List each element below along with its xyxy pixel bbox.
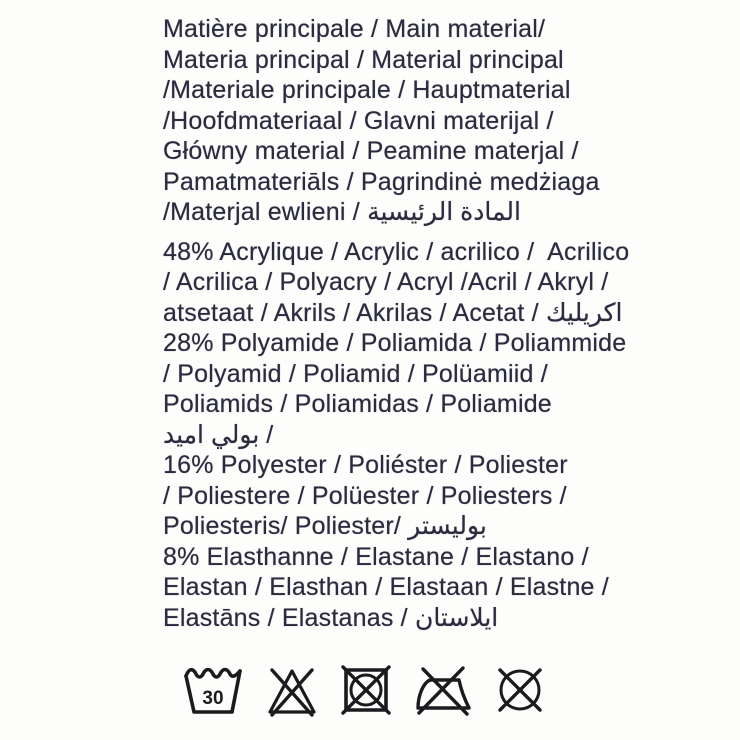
label-text-line-polyester: 16% Polyester / Poliéster / Poliester — [163, 451, 568, 479]
label-text-line: Elastan / Elasthan / Elastaan / Elastne / — [163, 573, 609, 601]
label-text-line: atsetaat / Akrils / Akrilas / Acetat / اكريليك — [163, 298, 623, 327]
label-text-line: /Materjal ewlieni / المادة الرئيسية — [163, 198, 521, 226]
machine-wash-30-icon — [181, 663, 245, 717]
label-text-line: Poliesteris/ Poliester/ بوليستر — [163, 512, 487, 540]
care-symbols-row — [181, 663, 547, 717]
label-text-line-elastane: 8% Elasthanne / Elastane / Elastano / — [163, 542, 589, 571]
do-not-bleach-icon — [266, 663, 318, 717]
label-text-line: بولي اميد / — [163, 420, 274, 449]
label-text-line: Pamatmateriāls / Pagrindinė medżiaga — [163, 167, 600, 196]
label-text-line: Matière principale / Main material/ — [163, 15, 546, 43]
label-text-line-acrylic: 48% Acrylique / Acrylic / acrilico / Acrilico — [163, 237, 630, 266]
label-text-line-polyamide: 28% Polyamide / Poliamida / Poliammide — [163, 329, 627, 357]
label-text-line: / Polyamid / Poliamid / Polüamiid / — [163, 359, 548, 388]
wash-temperature-label: 30 — [202, 688, 224, 709]
label-text-line: Materia principal / Material principal — [163, 45, 564, 74]
material-text-block — [163, 14, 663, 633]
label-text-line: Główny material / Peamine materjal / — [163, 137, 579, 165]
label-text-line: / Acrilica / Polyacry / Acryl /Acril / Akryl / — [163, 268, 609, 296]
label-text-line: / Poliestere / Polüester / Poliesters / — [163, 481, 567, 510]
do-not-dry-clean-icon — [493, 663, 547, 717]
label-text-line: Poliamids / Poliamidas / Poliamide — [163, 390, 552, 418]
do-not-iron-icon — [414, 663, 472, 717]
label-text-line: /Hoofdmateriaal / Glavni materijal / — [163, 106, 554, 135]
label-text-line: Elastāns / Elastanas / ايلاستان — [163, 603, 499, 632]
do-not-tumble-dry-icon — [339, 663, 393, 717]
label-text-line: /Materiale principale / Hauptmaterial — [163, 76, 571, 104]
